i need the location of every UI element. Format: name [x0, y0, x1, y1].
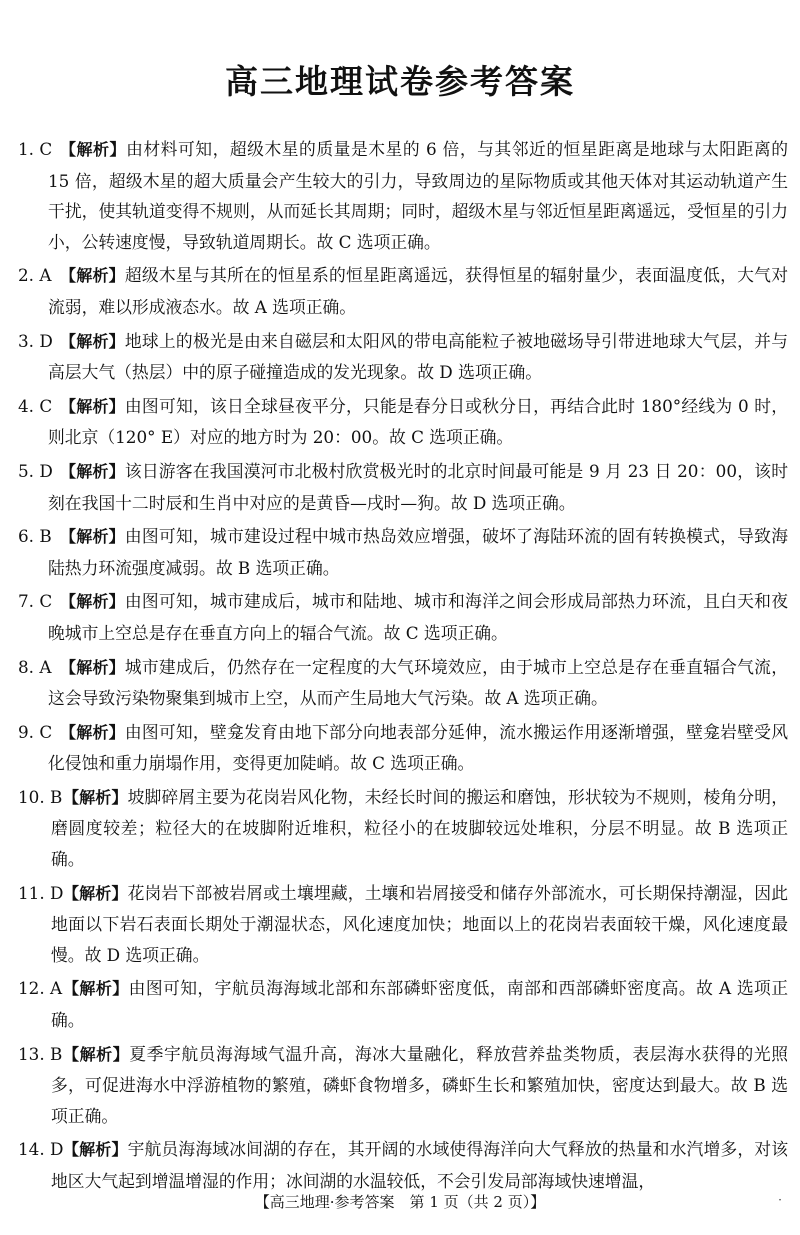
answer-item — [18, 326, 788, 388]
analysis-text: 花岗岩下部被岩屑或土壤埋藏，土壤和岩屑接受和储存外部流水，可长期保持潮湿，因此地面以下岩石表面长期处于潮湿状态，风化速度加快；地面以上的花岗岩表面较干燥，风化速度最慢。故 D 选项正确。 — [51, 882, 788, 965]
analysis-text: 超级木星与其所在的恒星系的恒星距离遥远，获得恒星的辐射量少，表面温度低，大气对流弱，难以形成液态水。故 A 选项正确。 — [48, 265, 788, 317]
analysis-text: 坡脚碎屑主要为花岗岩风化物，未经长时间的搬运和磨蚀，形状较为不规则，棱角分明，磨圆度较差；粒径大的在坡脚附近堆积，粒径小的在坡脚较远处堆积，分层不明显。故 B 选项正确。 — [51, 786, 788, 870]
analysis-tag: 【解析】 — [63, 787, 128, 807]
analysis-text: 由图可知，宇航员海海域北部和东部磷虾密度低，南部和西部磷虾密度高。故 A 选项正确。 — [51, 978, 788, 1031]
answer-number: 7. C — [18, 591, 53, 612]
answer-item — [18, 717, 788, 779]
analysis-text: 夏季宇航员海海域气温升高，海冰大量融化，释放营养盐类物质，表层海水获得的光照多，可促进海水中浮游植物的繁殖，磷虾食物增多，磷虾生长和繁殖加快，密度达到最大。故 B 选项正确。 — [51, 1043, 788, 1126]
answer-item — [18, 456, 788, 518]
answer-item — [18, 134, 788, 257]
analysis-tag: 【解析】 — [63, 979, 129, 999]
page-title: 高三地理试卷参考答案 — [225, 62, 575, 101]
answer-item — [18, 782, 788, 875]
analysis-text: 由图可知，壁龛发育由地下部分向地表部分延伸，流水搬运作用逐渐增强，壁龛岩壁受风化侵蚀和重力崩塌作用，变得更加陡峭。故 C 选项正确。 — [48, 721, 788, 774]
analysis-tag: 【解析】 — [60, 592, 125, 612]
answer-item — [18, 973, 788, 1035]
analysis-tag: 【解析】 — [60, 722, 125, 742]
analysis-tag: 【解析】 — [60, 461, 125, 481]
analysis-tag: 【解析】 — [60, 527, 125, 547]
answer-number: 9. C — [18, 721, 53, 742]
analysis-text: 由图可知，城市建成后，城市和陆地、城市和海洋之间会形成局部热力环流，且白天和夜晚城市上空总是存在垂直方向上的辐合气流。故 C 选项正确。 — [48, 591, 788, 643]
answer-item — [18, 586, 788, 648]
answer-number: 11. D — [18, 882, 64, 903]
analysis-tag: 【解析】 — [60, 331, 125, 351]
answer-item — [18, 1134, 788, 1196]
answer-item — [18, 260, 788, 322]
analysis-text: 由图可知，该日全球昼夜平分，只能是春分日或秋分日，再结合此时 180°经线为 0 时，则北京（120° E）对应的地方时为 20：00。故 C 选项正确。 — [48, 395, 788, 448]
analysis-text: 由材料可知，超级木星的质量是木星的 6 倍，与其邻近的恒星距离是地球与太阳距离的 15 倍，超级木星的超大质量会产生较大的引力，导致周边的星际物质或其他天体对其运动轨道产生干扰，使其轨道变得不规则，从而延长其周期；同时，超级木星与邻近恒星距离遥远，受恒星的引力小，公转速度慢，导致轨道周期长。故 C 选项正确。 — [48, 139, 788, 252]
analysis-tag: 【解析】 — [63, 1044, 130, 1064]
answer-number: 5. D — [18, 460, 53, 481]
page-footer: 【高三地理·参考答案 第 1 页（共 2 页）】 — [254, 1193, 546, 1211]
analysis-tag: 【解析】 — [63, 883, 128, 903]
analysis-tag: 【解析】 — [63, 1140, 128, 1160]
answer-number: 2. A — [18, 265, 52, 286]
answer-number: 10. B — [18, 786, 63, 807]
analysis-text: 由图可知，城市建设过程中城市热岛效应增强，破坏了海陆环流的固有转换模式，导致海陆热力环流强度减弱。故 B 选项正确。 — [48, 526, 788, 578]
answer-item — [18, 1039, 788, 1132]
analysis-tag: 【解析】 — [60, 657, 125, 677]
analysis-text: 城市建成后，仍然存在一定程度的大气环境效应，由于城市上空总是存在垂直辐合气流，这会导致污染物聚集到城市上空，从而产生局地大气污染。故 A 选项正确。 — [48, 656, 788, 709]
answer-number: 12. A — [18, 978, 63, 999]
answer-number: 14. D — [18, 1139, 64, 1160]
analysis-tag: 【解析】 — [60, 396, 125, 416]
answer-number: 1. C — [18, 139, 53, 159]
analysis-text: 宇航员海海域冰间湖的存在，其开阔的水域使得海洋向大气释放的热量和水汽增多，对该地区大气起到增温增湿的作用；冰间湖的水温较低，不会引发局部海域快速增温， — [51, 1139, 788, 1191]
answer-item — [18, 878, 788, 971]
analysis-text: 地球上的极光是由来自磁层和太阳风的带电高能粒子被地磁场导引带进地球大气层，并与高层大气（热层）中的原子碰撞造成的发光现象。故 D 选项正确。 — [48, 330, 788, 383]
answer-number: 4. C — [18, 395, 53, 416]
answer-item — [18, 521, 788, 583]
answer-number: 3. D — [18, 330, 53, 351]
answer-list — [18, 134, 788, 1200]
answer-number: 13. B — [18, 1043, 63, 1064]
answer-number: 6. B — [18, 526, 52, 547]
answer-item — [18, 391, 788, 453]
corner-mark: · — [778, 1193, 782, 1207]
answer-item — [18, 652, 788, 714]
analysis-text: 该日游客在我国漠河市北极村欣赏极光时的北京时间最可能是 9 月 23 日 20：00，该时刻在我国十二时辰和生肖中对应的是黄昏—戌时—狗。故 D 选项正确。 — [48, 460, 788, 513]
analysis-tag: 【解析】 — [60, 140, 127, 159]
answer-number: 8. A — [18, 656, 52, 677]
analysis-tag: 【解析】 — [60, 266, 125, 286]
